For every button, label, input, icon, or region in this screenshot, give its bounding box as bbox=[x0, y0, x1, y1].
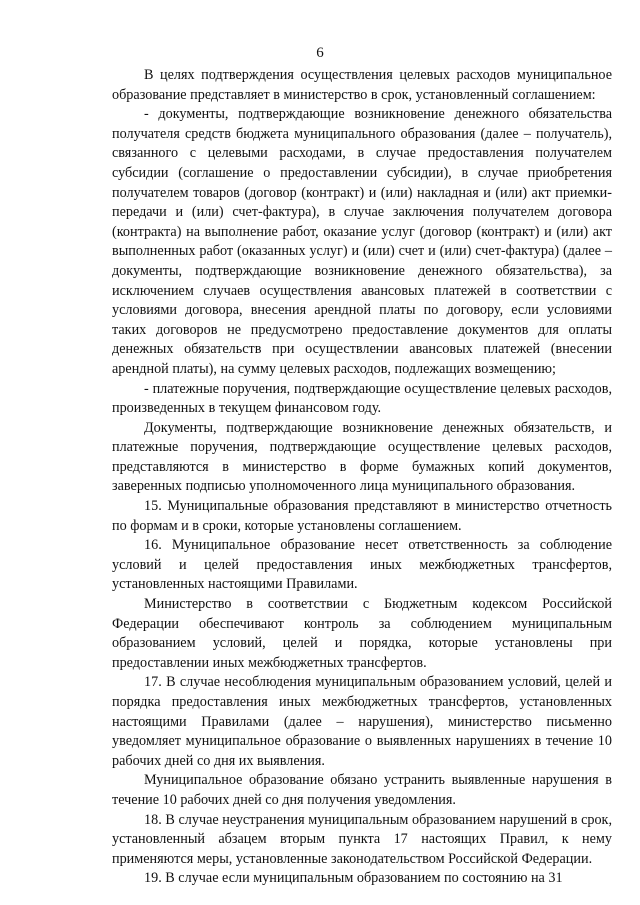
paragraph-clause-19: 19. В случае если муниципальным образованием по состоянию на 31 bbox=[144, 870, 563, 887]
page-number: 6 bbox=[316, 45, 324, 61]
paragraph-paper-copies: Документы, подтверждающие возникновение денежных обязательств, и платежные поручения, подтверждающие осуществление целевых расходов, представляются в министерство в форме бумажных копий документов, заверенных подписью уполномоченного лица муниципального образования. bbox=[112, 419, 612, 495]
paragraph-clause-15: 15. Муниципальные образования представляют в министерство отчетность по формам и в сроки, которые установлены соглашением. bbox=[112, 498, 612, 534]
paragraph-clause-17: 17. В случае несоблюдения муниципальным образованием условий, целей и порядка предоставления иных межбюджетных трансфертов, установленных настоящими Правилами (далее – нарушения), министерство письменно уведомляет муниципальное образование о выявленных нарушениях в течение 10 рабочих дней со дня их выявления. bbox=[112, 674, 612, 769]
paragraph-clause-16: 16. Муниципальное образование несет ответственность за соблюдение условий и целей предоставления иных межбюджетных трансфертов, установленных настоящими Правилами. bbox=[112, 537, 612, 593]
document-body bbox=[112, 66, 612, 889]
paragraph-ministry-control: Министерство в соответствии с Бюджетным кодексом Российской Федерации обеспечивают контроль за соблюдением муниципальным образованием условий, целей и порядка, которые установлены при предоставлении иных межбюджетных трансфертов. bbox=[112, 596, 612, 671]
paragraph-intro: В целях подтверждения осуществления целевых расходов муниципальное образование представляет в министерство в срок, установленный соглашением: bbox=[112, 67, 612, 103]
paragraph-obligation-documents: - документы, подтверждающие возникновение денежного обязательства получателя средств бюджета муниципального образования (далее – получатель), связанного с целевыми расходами, в случае предоставления получателем субсидии (соглашение о предоставлении субсидии), в случае приобретения получателем товаров (договор (контракт) и (или) накладная и (или) акт приемки-передачи и (или) счет-фактура), в случае заключения получателем договора (контракта) на выполнение работ, оказание услуг (договор (контракт) и (или) акт выполненных работ (оказанных услуг) и (или) счет и (или) счет-фактура) (далее – документы, подтверждающие возникновение денежного обязательства), за исключением случаев осуществления авансовых платежей в соответствии с условиями договора, внесения арендной платы по договору, если условиями таких договоров не предусмотрено предоставление документов для оплаты денежных обязательств при осуществлении авансовых платежей (внесении арендной платы), на сумму целевых расходов, подлежащих возмещению; bbox=[112, 106, 612, 377]
paragraph-clause-18: 18. В случае неустранения муниципальным образованием нарушений в срок, установленный абзацем вторым пункта 17 настоящих Правил, к нему применяются меры, установленные законодательством Российской Федерации. bbox=[112, 811, 612, 867]
paragraph-payment-orders: - платежные поручения, подтверждающие осуществление целевых расходов, произведенных в текущем финансовом году. bbox=[112, 380, 612, 417]
paragraph-remedy-deadline: Муниципальное образование обязано устранить выявленные нарушения в течение 10 рабочих дней со дня получения уведомления. bbox=[112, 772, 612, 808]
